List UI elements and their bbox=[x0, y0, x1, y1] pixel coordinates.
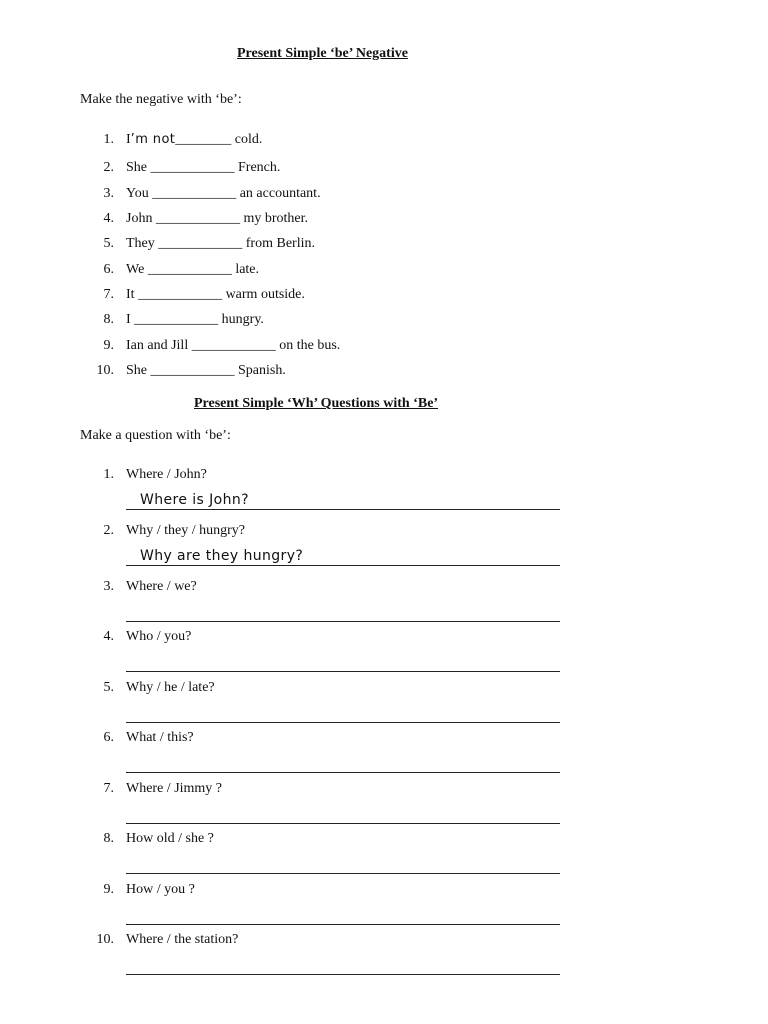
item-number: 7. bbox=[103, 781, 114, 796]
sentence-start: I bbox=[126, 132, 131, 147]
sentence-end: warm outside. bbox=[222, 287, 305, 302]
item-number: 9. bbox=[103, 882, 114, 897]
question-prompt: What / this? bbox=[126, 730, 194, 745]
item-number: 3. bbox=[103, 186, 114, 201]
answer-line[interactable] bbox=[126, 722, 560, 723]
sentence-end: from Berlin. bbox=[242, 236, 315, 251]
section1-instruction: Make the negative with ‘be’: bbox=[80, 92, 242, 107]
item-number: 7. bbox=[103, 287, 114, 302]
answer-line[interactable] bbox=[126, 823, 560, 824]
sentence-start: They bbox=[126, 236, 159, 251]
answer-line[interactable] bbox=[126, 621, 560, 622]
question-prompt: How old / she ? bbox=[126, 831, 214, 846]
sentence-start: John bbox=[126, 211, 156, 226]
sentence-start: I bbox=[126, 312, 135, 327]
answer-line[interactable] bbox=[126, 565, 560, 566]
item-number: 8. bbox=[103, 831, 114, 846]
item-number: 6. bbox=[103, 262, 114, 277]
sentence bbox=[126, 363, 286, 379]
sentence bbox=[126, 236, 315, 252]
sentence-start: It bbox=[126, 287, 139, 302]
sentence-end: my brother. bbox=[239, 211, 308, 226]
sentence bbox=[126, 186, 321, 202]
item-number: 6. bbox=[103, 730, 114, 745]
answer-line[interactable] bbox=[126, 974, 560, 975]
item-number: 4. bbox=[103, 629, 114, 644]
handwritten-answer: ’m not bbox=[130, 132, 176, 147]
sentence-end: late. bbox=[231, 262, 260, 277]
answer-blank[interactable]: ________ bbox=[175, 132, 232, 147]
question-prompt: How / you ? bbox=[126, 882, 195, 897]
answer-blank[interactable]: ____________ bbox=[150, 363, 235, 378]
item-number: 3. bbox=[103, 579, 114, 594]
question-prompt: Who / you? bbox=[126, 629, 192, 644]
answer-line[interactable] bbox=[126, 772, 560, 773]
section2-instruction: Make a question with ‘be’: bbox=[80, 428, 231, 443]
answer-line[interactable] bbox=[126, 509, 560, 510]
sentence bbox=[126, 338, 340, 354]
item-number: 5. bbox=[103, 236, 114, 251]
answer-blank[interactable]: ____________ bbox=[134, 312, 219, 327]
item-number: 8. bbox=[103, 312, 114, 327]
item-number: 2. bbox=[103, 160, 114, 175]
sentence-start: You bbox=[126, 186, 153, 201]
answer-line[interactable] bbox=[126, 671, 560, 672]
answer-blank[interactable]: ____________ bbox=[155, 211, 240, 226]
sentence bbox=[126, 211, 308, 227]
sentence-end: cold. bbox=[231, 132, 263, 147]
sentence-end: hungry. bbox=[218, 312, 264, 327]
sentence-start: She bbox=[126, 160, 151, 175]
answer-blank[interactable]: ____________ bbox=[152, 186, 237, 201]
question-prompt: Where / Jimmy ? bbox=[126, 781, 223, 796]
item-number: 9. bbox=[103, 338, 114, 353]
answer-line[interactable] bbox=[126, 924, 560, 925]
sentence-start: She bbox=[126, 363, 151, 378]
question-prompt: Where / the station? bbox=[126, 932, 239, 947]
item-number: 1. bbox=[103, 467, 114, 482]
sentence-end: Spanish. bbox=[234, 363, 286, 378]
sentence bbox=[126, 160, 280, 176]
answer-blank[interactable]: ____________ bbox=[158, 236, 243, 251]
sentence bbox=[126, 262, 259, 278]
section1-title: Present Simple ‘be’ Negative bbox=[237, 46, 408, 61]
item-number: 10. bbox=[96, 932, 114, 947]
sentence-start: Ian and Jill bbox=[126, 338, 192, 353]
question-prompt: Why / they / hungry? bbox=[126, 523, 245, 538]
section2-title: Present Simple ‘Wh’ Questions with ‘Be’ bbox=[194, 396, 439, 411]
handwritten-answer: Where is John? bbox=[140, 492, 249, 508]
item-number: 2. bbox=[103, 523, 114, 538]
question-prompt: Why / he / late? bbox=[126, 680, 215, 695]
sentence bbox=[126, 312, 264, 328]
item-number: 4. bbox=[103, 211, 114, 226]
sentence bbox=[126, 132, 262, 148]
sentence-end: on the bus. bbox=[275, 338, 341, 353]
sentence bbox=[126, 287, 305, 303]
answer-blank[interactable]: ____________ bbox=[191, 338, 276, 353]
item-number: 5. bbox=[103, 680, 114, 695]
item-number: 10. bbox=[96, 363, 114, 378]
handwritten-answer: Why are they hungry? bbox=[140, 548, 304, 564]
sentence-end: an accountant. bbox=[236, 186, 321, 201]
answer-blank[interactable]: ____________ bbox=[138, 287, 223, 302]
question-prompt: Where / we? bbox=[126, 579, 197, 594]
question-prompt: Where / John? bbox=[126, 467, 207, 482]
sentence-start: We bbox=[126, 262, 148, 277]
answer-blank[interactable]: ____________ bbox=[150, 160, 235, 175]
sentence-end: French. bbox=[234, 160, 281, 175]
item-number: 1. bbox=[103, 132, 114, 147]
answer-blank[interactable]: ____________ bbox=[147, 262, 232, 277]
answer-line[interactable] bbox=[126, 873, 560, 874]
